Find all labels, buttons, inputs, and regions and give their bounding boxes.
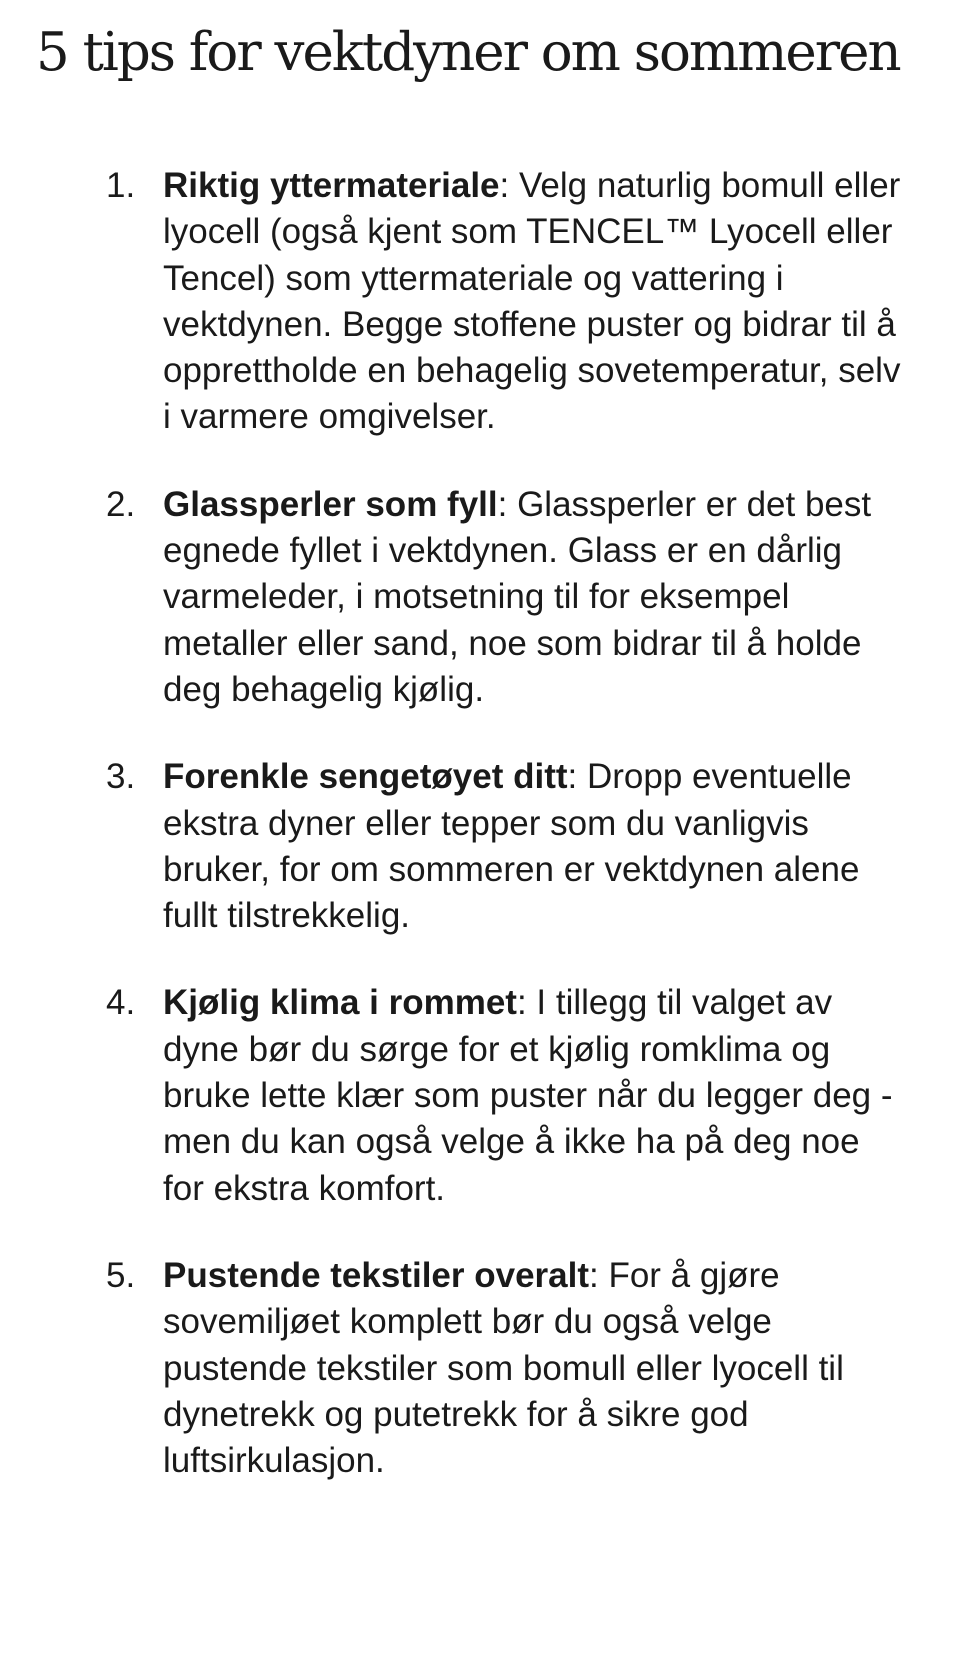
list-item-title: Riktig yttermateriale xyxy=(163,166,500,205)
list-item-number: 3. xyxy=(106,757,136,797)
list-item-text: I tillegg til valget av dyne bør du sørge for et kjølig romklima og bruke lette klær som puster når du legger deg - men du kan også velge å ikke ha på deg noe for ekstra komfort. xyxy=(163,983,893,1208)
list-item-separator: : xyxy=(499,166,519,205)
list-item-1 xyxy=(0,163,960,441)
list-item-title: Kjølig klima i rommet xyxy=(163,983,517,1023)
list-item-number: 1. xyxy=(106,166,136,205)
list-item-number: 4. xyxy=(106,983,136,1023)
list-item-3 xyxy=(0,754,960,939)
list-item-5 xyxy=(0,1253,960,1484)
list-item-text: Dropp eventuelle ekstra dyner eller tepper som du vanligvis bruker, for om sommeren er vektdynen alene fullt tilstrekkelig. xyxy=(163,757,860,936)
tips-list xyxy=(0,163,960,1525)
list-item-number: 2. xyxy=(106,484,136,524)
list-item-title: Pustende tekstiler overalt xyxy=(163,1255,589,1295)
list-item-title: Forenkle sengetøyet ditt xyxy=(163,757,568,797)
list-item-text: Glassperler er det best egnede fyllet i vektdynen. Glass er en dårlig varmeleder, i motsetning til for eksempel metaller eller sand, noe som bidrar til å holde deg behagelig kjølig. xyxy=(163,484,872,709)
list-item-text: For å gjøre sovemiljøet komplett bør du også velge pustende tekstiler som bomull eller lyocell til dynetrekk og putetrekk for å sikre god luftsirkulasjon. xyxy=(163,1255,844,1481)
list-item-4 xyxy=(0,980,960,1211)
list-item-number: 5. xyxy=(106,1255,136,1295)
list-item-separator: : xyxy=(516,983,537,1023)
page-title: 5 tips for vektdyner om sommeren xyxy=(36,22,900,83)
list-item-2 xyxy=(0,482,960,713)
list-item-title: Glassperler som fyll xyxy=(163,484,498,524)
list-item-separator: : xyxy=(589,1255,609,1295)
list-item-separator: : xyxy=(497,484,518,524)
list-item-separator: : xyxy=(567,757,587,797)
list-item-text: Velg naturlig bomull eller lyocell (også kjent som TENCEL™ Lyocell eller Tencel) som yttermateriale og vattering i vektdynen. Begge stoffene puster og bidrar til å opprettholde en behagelig sovetemperatur, selv i varmere omgivelser. xyxy=(163,166,901,437)
